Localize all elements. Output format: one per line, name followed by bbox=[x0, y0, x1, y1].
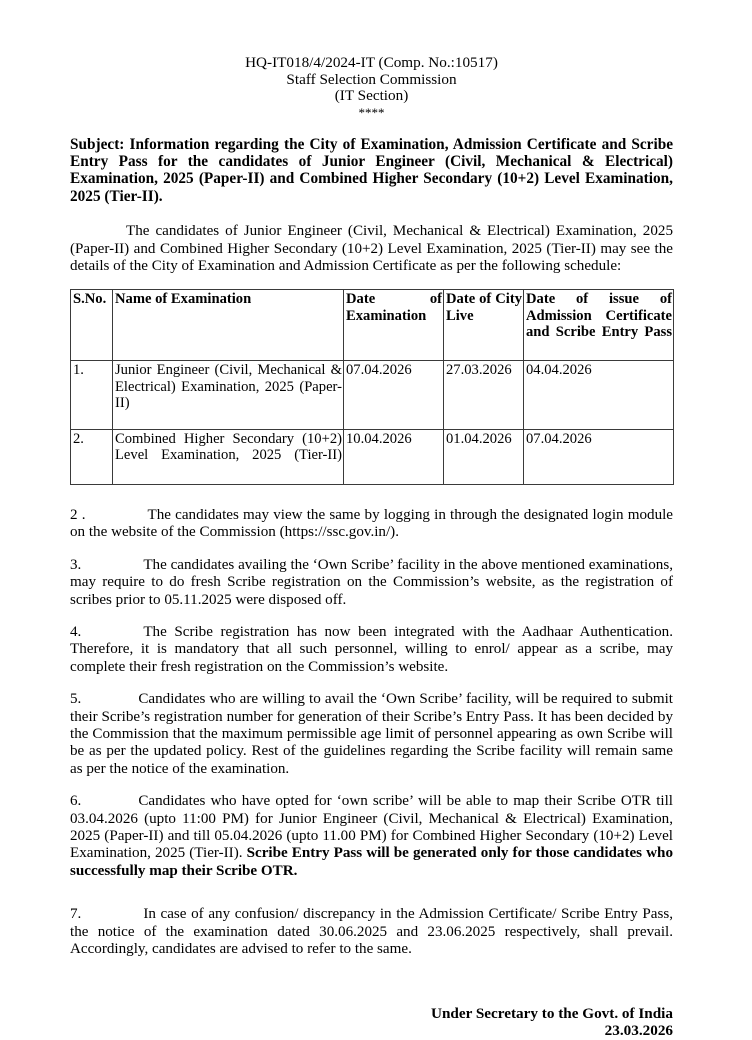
paragraph-4 bbox=[70, 624, 673, 676]
cell-date-of-exam: 10.04.2026 bbox=[344, 429, 444, 484]
paragraph-3 bbox=[70, 557, 673, 609]
cell-name bbox=[113, 429, 344, 484]
table-row bbox=[71, 361, 674, 430]
cell-name bbox=[113, 361, 344, 430]
paragraph-7 bbox=[70, 906, 673, 958]
paragraph-4-number: 4. bbox=[70, 624, 82, 640]
paragraph-6-text: Candidates who have opted for ‘own scribe’ will be able to map their Scribe OTR till 03.04.2026 (upto 11:00 PM) for Junior Engineer (Civil, Mechanical & Electrical) Examination, 2025 (Paper-II) and till 05.04.2026 (upto 11.00 PM) for Combined Higher Secondary (10+2) Level Examination, 2025 (Tier-II). bbox=[70, 793, 673, 862]
paragraph-5-text: Candidates who are willing to avail the ‘Own Scribe’ facility, will be required to submit their Scribe’s registration number for generation of their Scribe’s Entry Pass. It has been decided by the Commission that the maximum permissible age limit of personnel appearing as own Scribe will be as per the updated policy. Rest of the guidelines regarding the Scribe facility will remain same as per the notice of the examination. bbox=[70, 691, 673, 777]
cell-date-of-exam: 07.04.2026 bbox=[344, 361, 444, 430]
table-row bbox=[71, 429, 674, 484]
schedule-table bbox=[70, 289, 674, 485]
paragraph-6-bold-text: Scribe Entry Pass will be generated only for those candidates who successfully map their Scribe OTR. bbox=[70, 845, 673, 879]
header-cell-name: Name of Examination bbox=[113, 290, 344, 361]
cell-date-city-live: 27.03.2026 bbox=[444, 361, 524, 430]
paragraph-2-text: The candidates may view the same by logging in through the designated login module on the website of the Commission (https://ssc.gov.in/). bbox=[70, 506, 674, 541]
paragraph-3-number: 3. bbox=[70, 556, 82, 573]
cell-date-city-live: 01.04.2026 bbox=[444, 429, 524, 484]
cell-date-of-issue: 07.04.2026 bbox=[524, 429, 674, 484]
document-header bbox=[70, 55, 673, 120]
intro-paragraph bbox=[70, 223, 673, 275]
cell-sno: 2. bbox=[71, 429, 113, 484]
paragraph-6-number: 6. bbox=[70, 793, 82, 810]
organisation-name: Staff Selection Commission bbox=[286, 70, 457, 88]
header-cell-date-city-live-text: Date of City Live bbox=[446, 291, 522, 324]
section-name: (IT Section) bbox=[334, 87, 409, 104]
signature-block bbox=[70, 1005, 673, 1040]
cell-name-text: Junior Engineer (Civil, Mechanical & Electrical) Examination, 2025 (Paper-II) bbox=[115, 362, 342, 412]
header-cell-date-city-live bbox=[444, 290, 524, 361]
paragraph-5-number: 5. bbox=[70, 691, 82, 708]
header-cell-sno: S.No. bbox=[71, 290, 113, 361]
signature-date: 23.03.2026 bbox=[604, 1022, 673, 1040]
header-cell-date-of-exam-text: Date of Examination bbox=[346, 291, 442, 324]
star-divider: **** bbox=[358, 104, 385, 120]
paragraph-7-number: 7. bbox=[70, 906, 82, 923]
paragraph-2 bbox=[70, 507, 673, 542]
paragraph-2-number: 2 . bbox=[70, 506, 86, 523]
paragraph-6 bbox=[70, 793, 673, 880]
paragraph-4-text: The Scribe registration has now been integrated with the Aadhaar Authentication. Therefore, it is mandatory that all such personnel, willing to enrol/ appear as a scribe, may complete their fresh registration on the Commission’s website. bbox=[70, 624, 673, 675]
cell-date-of-issue: 04.04.2026 bbox=[524, 361, 674, 430]
intro-text: The candidates of Junior Engineer (Civil, Mechanical & Electrical) Examination, 2025 (Paper-II) and Combined Higher Secondary (10+2) Level Examination, 2025 (Tier-II) may see the details of the City of Examination and Admission Certificate as per the following schedule: bbox=[70, 223, 673, 274]
subject-line: Subject: Information regarding the City of Examination, Admission Certificate and Scribe Entry Pass for the candidates of Junior Engineer (Civil, Mechanical & Electrical) Examination, 2025 (Paper-II) and Combined Higher Secondary (10+2) Level Examination, 2025 (Tier-II). bbox=[70, 135, 673, 205]
table-header-row bbox=[71, 290, 674, 361]
header-cell-date-of-issue-text: Date of issue of Admission Certificate and Scribe Entry Pass bbox=[526, 291, 672, 341]
paragraph-5 bbox=[70, 691, 673, 778]
file-number: HQ-IT018/4/2024-IT (Comp. No.:10517) bbox=[245, 54, 498, 71]
paragraph-7-text: In case of any confusion/ discrepancy in the Admission Certificate/ Scribe Entry Pass, the notice of the examination dated 30.06.2025 and 23.06.2025 respectively, shall prevail. Accordingly, candidates are advised to refer to the same. bbox=[70, 906, 673, 958]
paragraph-3-text: The candidates availing the ‘Own Scribe’ facility in the above mentioned examinations, may require to do fresh Scribe registration on the Commission’s website, as the registration of scribes prior to 05.11.2025 were disposed off. bbox=[70, 556, 673, 608]
header-cell-date-of-issue bbox=[524, 290, 674, 361]
cell-name-text: Combined Higher Secondary (10+2) Level Examination, 2025 (Tier-II) bbox=[115, 430, 342, 464]
cell-sno: 1. bbox=[71, 361, 113, 430]
signatory-designation: Under Secretary to the Govt. of India bbox=[431, 1004, 673, 1022]
header-cell-date-of-exam bbox=[344, 290, 444, 361]
